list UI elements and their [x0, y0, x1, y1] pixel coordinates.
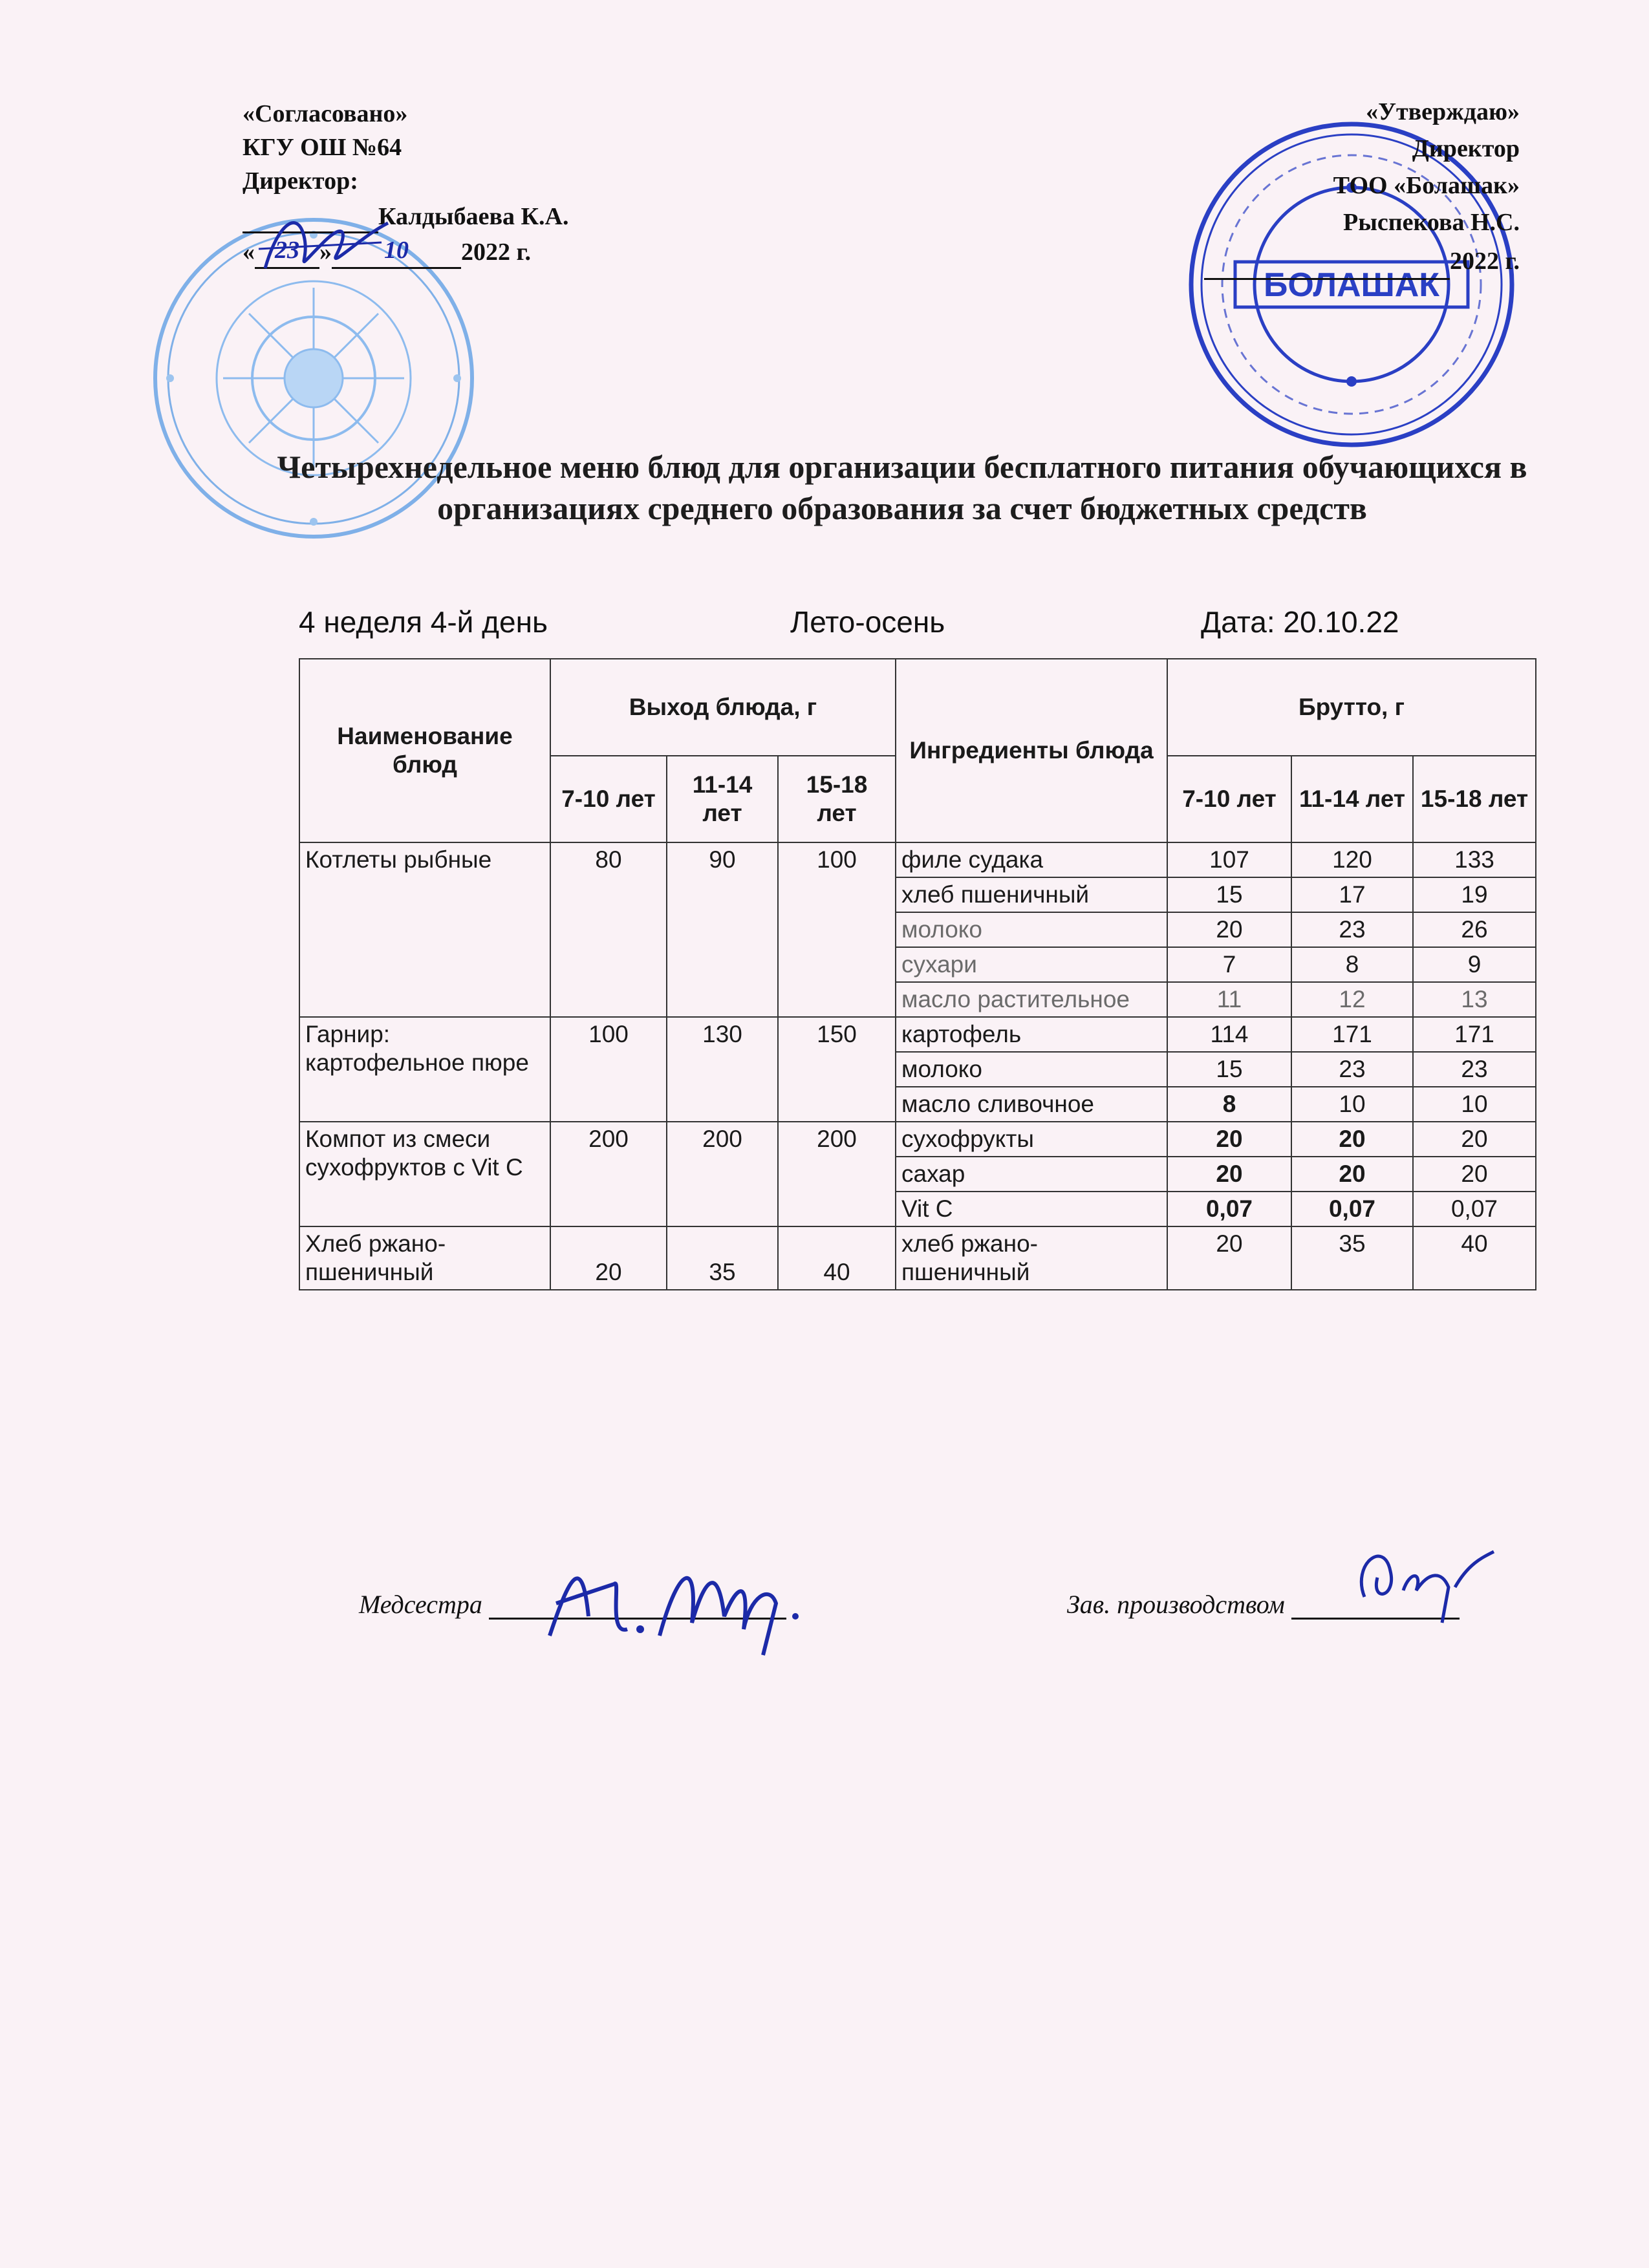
- ingredient-name: хлеб ржано-пшеничный: [896, 1226, 1167, 1290]
- gross-7-10: 20: [1167, 912, 1291, 947]
- dish-output-7-10: 100: [550, 1017, 667, 1122]
- header-output-age-7-10: 7-10 лет: [550, 756, 667, 842]
- table-row: [299, 1226, 1536, 1290]
- ingredient-name: сухофрукты: [896, 1122, 1167, 1157]
- production-manager-signature: [1345, 1526, 1513, 1629]
- gross-7-10: 20: [1167, 1226, 1291, 1290]
- gross-7-10: 114: [1167, 1017, 1291, 1052]
- header-output: Выход блюда, г: [550, 659, 896, 756]
- week-day-label: 4 неделя 4-й день: [299, 605, 548, 639]
- dish-output-11-14: 130: [667, 1017, 778, 1122]
- agreed-date-month: 10: [332, 233, 461, 269]
- gross-7-10: 11: [1167, 982, 1291, 1017]
- approved-date-row: [1204, 241, 1520, 280]
- nurse-signature: [530, 1539, 815, 1668]
- dish-output-15-18: 200: [778, 1122, 896, 1226]
- gross-15-18: 133: [1413, 842, 1536, 877]
- approved-organization: ТОО «Болашак»: [1333, 172, 1520, 199]
- seal-right-label: БОЛАШАК: [1263, 266, 1440, 304]
- ingredient-name: хлеб пшеничный: [896, 877, 1167, 912]
- dish-output-11-14: 200: [667, 1122, 778, 1226]
- ingredient-name: сухари: [896, 947, 1167, 982]
- table-row: [299, 842, 1536, 877]
- header-output-age-11-14: 11-14 лет: [667, 756, 778, 842]
- gross-11-14: 35: [1291, 1226, 1413, 1290]
- gross-7-10: 15: [1167, 1052, 1291, 1087]
- dish-output-11-14: 90: [667, 842, 778, 1017]
- approved-position: Директор: [1412, 135, 1520, 162]
- date-line: [1204, 241, 1450, 280]
- agreed-director-name: Калдыбаева К.А.: [378, 203, 569, 230]
- gross-11-14: 23: [1291, 1052, 1413, 1087]
- ingredient-name: филе судака: [896, 842, 1167, 877]
- agreed-director-label: Директор:: [242, 167, 358, 195]
- dish-output-15-18: 40: [778, 1226, 896, 1290]
- ingredient-name: молоко: [896, 912, 1167, 947]
- gross-7-10: 20: [1167, 1157, 1291, 1192]
- gross-11-14: 20: [1291, 1122, 1413, 1157]
- date-quote-open: «: [242, 239, 255, 266]
- gross-15-18: 10: [1413, 1087, 1536, 1122]
- ingredient-name: молоко: [896, 1052, 1167, 1087]
- gross-7-10: 8: [1167, 1087, 1291, 1122]
- agreed-date-year: 2022 г.: [461, 239, 531, 266]
- gross-11-14: 12: [1291, 982, 1413, 1017]
- director-signature-left: [252, 197, 401, 288]
- dish-name: Гарнир: картофельное пюре: [299, 1017, 550, 1122]
- dish-output-7-10: 20: [550, 1226, 667, 1290]
- dish-output-15-18: 150: [778, 1017, 896, 1122]
- gross-11-14: 23: [1291, 912, 1413, 947]
- ingredient-name: масло сливочное: [896, 1087, 1167, 1122]
- gross-15-18: 20: [1413, 1157, 1536, 1192]
- gross-7-10: 20: [1167, 1122, 1291, 1157]
- gross-11-14: 8: [1291, 947, 1413, 982]
- gross-15-18: 40: [1413, 1226, 1536, 1290]
- ingredient-name: масло растительное: [896, 982, 1167, 1017]
- header-output-age-15-18: 15-18 лет: [778, 756, 896, 842]
- gross-7-10: 15: [1167, 877, 1291, 912]
- gross-11-14: 120: [1291, 842, 1413, 877]
- table-row: [299, 1122, 1536, 1157]
- dish-output-7-10: 200: [550, 1122, 667, 1226]
- gross-15-18: 9: [1413, 947, 1536, 982]
- dish-output-15-18: 100: [778, 842, 896, 1017]
- agreed-heading: «Согласовано»: [242, 100, 408, 127]
- gross-15-18: 19: [1413, 877, 1536, 912]
- gross-7-10: 107: [1167, 842, 1291, 877]
- header-gross-age-7-10: 7-10 лет: [1167, 756, 1291, 842]
- approved-director-name: Рыспекова Н.С.: [1343, 209, 1520, 236]
- header-dish-name: Наименование блюд: [299, 659, 550, 842]
- gross-11-14: 10: [1291, 1087, 1413, 1122]
- agreed-organization: КГУ ОШ №64: [242, 134, 402, 161]
- season-label: Лето-осень: [790, 605, 945, 639]
- date-label: Дата: 20.10.22: [1201, 605, 1399, 639]
- gross-11-14: 0,07: [1291, 1192, 1413, 1226]
- dish-name: Компот из смеси сухофруктов с Vit C: [299, 1122, 550, 1226]
- gross-7-10: 0,07: [1167, 1192, 1291, 1226]
- approved-heading: «Утверждаю»: [1366, 98, 1520, 125]
- gross-15-18: 20: [1413, 1122, 1536, 1157]
- gross-11-14: 20: [1291, 1157, 1413, 1192]
- ingredient-name: Vit C: [896, 1192, 1167, 1226]
- gross-15-18: 171: [1413, 1017, 1536, 1052]
- gross-15-18: 26: [1413, 912, 1536, 947]
- header-gross-age-11-14: 11-14 лет: [1291, 756, 1413, 842]
- production-manager-label: Зав. производством: [1067, 1590, 1285, 1619]
- ingredient-name: картофель: [896, 1017, 1167, 1052]
- gross-15-18: 0,07: [1413, 1192, 1536, 1226]
- gross-11-14: 171: [1291, 1017, 1413, 1052]
- nurse-label: Медсестра: [359, 1590, 482, 1619]
- menu-info-row: [299, 604, 1527, 643]
- dish-name: Хлеб ржано-пшеничный: [299, 1226, 550, 1290]
- dish-output-7-10: 80: [550, 842, 667, 1017]
- gross-11-14: 17: [1291, 877, 1413, 912]
- dish-name: Котлеты рыбные: [299, 842, 550, 1017]
- approval-block-approved: [1204, 94, 1520, 280]
- header-gross: Брутто, г: [1167, 659, 1536, 756]
- gross-15-18: 23: [1413, 1052, 1536, 1087]
- gross-7-10: 7: [1167, 947, 1291, 982]
- page-title: Четырехнедельное меню блюд для организации бесплатного питания обучающихся в организациях среднего образования за счет бюджетных средств: [277, 449, 1527, 526]
- dish-output-11-14: 35: [667, 1226, 778, 1290]
- menu-table: [299, 658, 1536, 1290]
- header-gross-age-15-18: 15-18 лет: [1413, 756, 1536, 842]
- gross-15-18: 13: [1413, 982, 1536, 1017]
- header-ingredients: Ингредиенты блюда: [896, 659, 1167, 842]
- approved-date-year: 2022 г.: [1450, 248, 1520, 275]
- table-row: [299, 1017, 1536, 1052]
- ingredient-name: сахар: [896, 1157, 1167, 1192]
- date-quote-close: »: [319, 239, 332, 266]
- agreed-date-day: 23: [255, 233, 319, 269]
